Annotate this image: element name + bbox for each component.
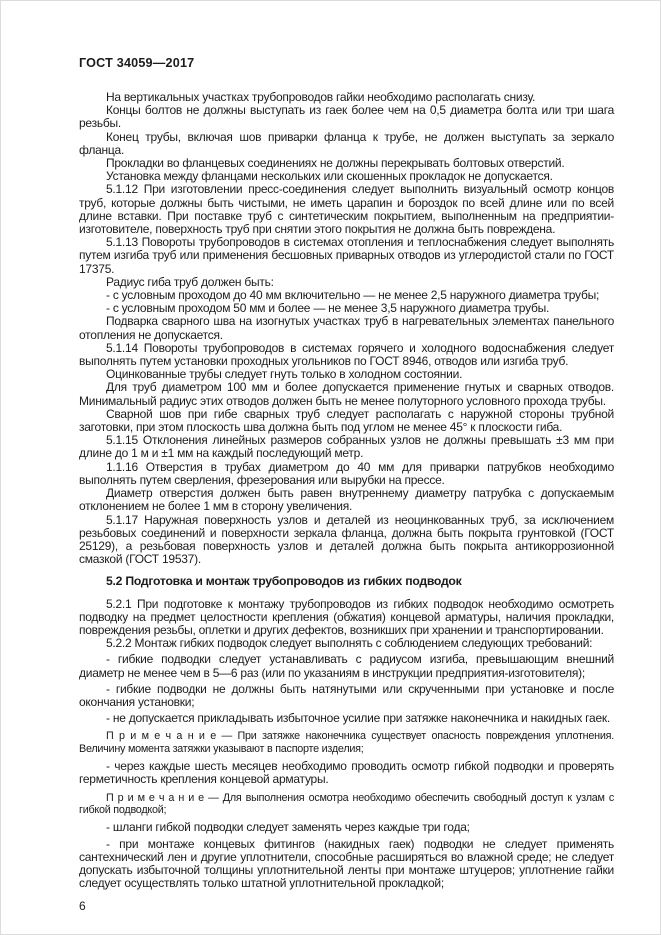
paragraph: 5.1.12 При изготовлении пресс-соединения следует выполнить визуальный осмотр концов труб, которые должны быть чистыми, не иметь царапин и бороздок по всей длине или по всей длине вставки. При поставке труб с синтетическим покрытием, выполненным на предприятии-изготовителе, поверхность труб при снятии этого покрытия не должна быть повреждена. <box>79 182 614 237</box>
paragraph: Оцинкованные трубы следует гнуть только в холодном состоянии. <box>106 367 463 382</box>
paragraph: - при монтаже концевых фитингов (накидных гаек) подводки не следует применять сантехнический лен и другие уплотнители, способные расширяться во влажной среде; не следует допускать избыточной толщины уплотнительной ленты при монтаже штуцеров; уплотнение гайки следует осуществлять только штатной уплотнительной прокладкой; <box>79 836 614 891</box>
paragraph: - шланги гибкой подводки следует заменять через каждые три года; <box>106 820 470 835</box>
paragraph: - гибкие подводки следует устанавливать с радиусом изгиба, превышающим внешний диаметр не менее чем в 5—6 раз (или по указаниям в инструкции предприятия-изготовителя); <box>79 652 614 680</box>
note-paragraph: П р и м е ч а н и е — При затяжке наконечника существует опасность повреждения уплотнения. Величину момента затяжки указывают в паспорте изделия; <box>79 730 614 755</box>
paragraph: На вертикальных участках трубопроводов гайки необходимо располагать снизу. <box>106 90 536 104</box>
paragraph: - гибкие подводки не должны быть натянутыми или скрученными при установке и после окончания установки; <box>79 681 614 709</box>
paragraph: Конец трубы, включая шов приварки фланца к трубе, не должен выступать за зеркало фланца. <box>79 129 614 157</box>
paragraph: Для труб диаметром 100 мм и более допускается применение гнутых и сварных отводов. Минимальный радиус этих отводов должен быть не менее полуторного условного прохода трубы. <box>79 380 614 408</box>
paragraph: - с условным проходом до 40 мм включительно — не менее 2,5 наружного диаметра трубы; <box>106 288 600 303</box>
paragraph: - не допускается прикладывать избыточное усилие при затяжке наконечника и накидных гаек. <box>106 711 610 726</box>
section-heading: 5.2 Подготовка и монтаж трубопроводов из гибких подводок <box>106 574 462 589</box>
paragraph: - через каждые шесть месяцев необходимо проводить осмотр гибкой подводки и проверять герметичность крепления концевой арматуры. <box>79 759 614 787</box>
paragraph: 5.1.14 Повороты трубопроводов в системах горячего и холодного водоснабжения следует выполнять путем установки проходных угольников по ГОСТ 8946, отводов или изгиба труб. <box>79 340 614 369</box>
page-number: 6 <box>79 899 86 914</box>
doc-code-header: ГОСТ 34059—2017 <box>79 56 195 70</box>
paragraph: 5.2.2 Монтаж гибких подводок следует выполнять с соблюдением следующих требований: <box>106 636 593 651</box>
paragraph: Сварной шов при гибе сварных труб следует располагать с наружной стороны трубной заготовки, при этом плоскость шва должна быть под углом не менее 45° к плоскости гиба. <box>79 406 614 435</box>
paragraph: Радиус гиба труб должен быть: <box>106 274 274 289</box>
paragraph: 5.1.13 Повороты трубопроводов в системах отопления и теплоснабжения следует выполнять путем изгиба труб или применения бесшовных приварных отводов из углеродистой стали по ГОСТ 17375. <box>79 235 614 276</box>
paragraph: Диаметр отверстия должен быть равен внутреннему диаметру патрубка с допускаемым отклонением не более 1 мм в сторону увеличения. <box>79 486 614 514</box>
paragraph: Подварка сварного шва на изогнутых участках труб в нагревательных элементах панельного отопления не допускается. <box>79 314 614 342</box>
paragraph: 1.1.16 Отверстия в трубах диаметром до 40 мм для приварки патрубков необходимо выполнять путем сверления, фрезерования или вырубки на прессе. <box>79 459 614 487</box>
paragraph: - с условным проходом 50 мм и более — не менее 3,5 наружного диаметра трубы. <box>106 301 550 316</box>
document-body <box>79 91 614 890</box>
paragraph: 5.1.15 Отклонения линейных размеров собранных узлов не должны превышать ±3 мм при длине до 1 м и ±1 мм на каждый последующий метр. <box>79 433 614 461</box>
note-paragraph: П р и м е ч а н и е — Для выполнения осмотра необходимо обеспечить свободный доступ к узлам с гибкой подводкой; <box>79 791 614 816</box>
paragraph: Прокладки во фланцевых соединениях не должны перекрывать болтовых отверстий. <box>106 156 565 171</box>
paragraph: 5.2.1 При подготовке к монтажу трубопроводов из гибких подводок необходимо осмотреть подводку на предмет целостности крепления (обжатия) концевой арматуры, наличия прокладки, повреждения резьбы, оплетки и других дефектов, возникших при хранении и транспортировании. <box>79 596 614 637</box>
paragraph: Установка между фланцами нескольких или скошенных прокладок не допускается. <box>106 169 553 184</box>
paragraph: 5.1.17 Наружная поверхность узлов и деталей из неоцинкованных труб, за исключением резьбовых соединений и поверхности зеркала фланца, должна быть покрыта грунтовкой (ГОСТ 25129), а резьбовая поверхность узлов и деталей должна быть покрыта антикоррозионной смазкой (ГОСТ 19537). <box>79 512 614 567</box>
paragraph: Концы болтов не должны выступать из гаек более чем на 0,5 диаметра болта или три шага резьбы. <box>79 103 614 131</box>
